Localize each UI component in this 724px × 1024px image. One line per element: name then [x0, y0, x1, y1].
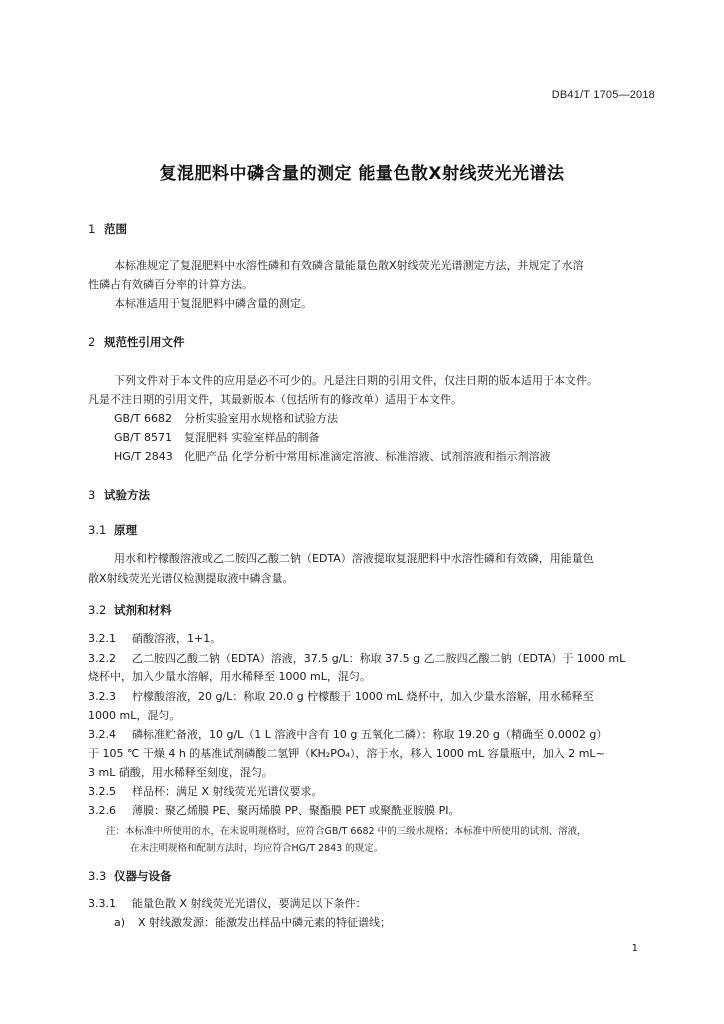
clause-number: 3.2.4 [88, 728, 116, 741]
subsection-number: 3.1 [88, 523, 107, 537]
subsection-3-2-heading [88, 602, 172, 618]
section-number: 2 [88, 335, 96, 349]
reference-code: GB/T 6682 [114, 412, 172, 425]
section-1-heading [88, 221, 127, 237]
clause-text: 磷标准贮备液，10 g/L（1 L 溶液中含有 10 g 五氧化二磷）：称取 19.20 g（精确至 0.0002 g） [132, 728, 608, 741]
clause-text: 薄膜：聚乙烯膜 PE、聚丙烯膜 PP、聚酯膜 PET 或聚酰亚胺膜 PI。 [132, 804, 460, 817]
paragraph-line: 用水和柠檬酸溶液或乙二胺四乙酸二钠（EDTA）溶液提取复混肥料中水溶性磷和有效磷，用能量色 [114, 552, 594, 565]
section-title: 范围 [104, 222, 127, 236]
reference-title: 复混肥料 实验室样品的制备 [184, 431, 320, 444]
reference-title: 分析实验室用水规格和试验方法 [184, 412, 338, 425]
reference-code: GB/T 8571 [114, 431, 172, 444]
clause-continuation: 1000 mL，混匀。 [88, 709, 181, 722]
paragraph-line: 本标准规定了复混肥料中水溶性磷和有效磷含量能量色散X射线荧光光谱测定方法，并规定了水溶 [114, 259, 584, 272]
clause-number: 3.2.2 [88, 652, 116, 665]
clause-3-2-2 [88, 650, 625, 666]
subsection-number: 3.3 [88, 869, 107, 883]
paragraph-line: 性磷占有效磷百分率的计算方法。 [88, 278, 253, 291]
clause-3-2-3 [88, 688, 594, 704]
clause-3-2-1 [88, 630, 221, 646]
section-title: 规范性引用文件 [104, 335, 185, 349]
clause-continuation: 烧杯中，加入少量水溶解，用水稀释至 1000 mL，混匀。 [88, 670, 371, 683]
clause-3-2-6 [88, 802, 460, 818]
section-number: 3 [88, 488, 96, 502]
clause-continuation: 3 mL 硝酸，用水稀释至刻度，混匀。 [88, 766, 273, 779]
document-title: 复混肥料中磷含量的测定 能量色散X射线荧光光谱法 [159, 164, 565, 184]
note [106, 823, 587, 837]
paragraph-line: 散X射线荧光光谱仪检测提取液中磷含量。 [88, 572, 294, 585]
list-item-text: X 射线激发源：能激发出样品中磷元素的特征谱线； [138, 916, 392, 929]
subsection-3-3-heading [88, 868, 172, 884]
clause-text: 乙二胺四乙酸二钠（EDTA）溶液，37.5 g/L：称取 37.5 g 乙二胺四乙酸二钠（EDTA）于 1000 mL [132, 652, 626, 665]
section-title: 试验方法 [104, 488, 150, 502]
reference-title: 化肥产品 化学分析中常用标准滴定溶液、标准溶液、试剂溶液和指示剂溶液 [184, 450, 551, 463]
subsection-title: 试剂和材料 [114, 603, 172, 617]
paragraph-line: 本标准适用于复混肥料中磷含量的测定。 [114, 297, 312, 310]
list-item-label: a) [114, 916, 126, 929]
paragraph-line: 下列文件对于本文件的应用是必不可少的。凡是注日期的引用文件，仅注日期的版本适用于本文件。 [114, 374, 598, 387]
subsection-title: 仪器与设备 [114, 869, 172, 883]
subsection-3-1-heading [88, 522, 137, 538]
note-continuation: 在未注明规格和配制方法时，均应符合HG/T 2843 的规定。 [130, 843, 384, 854]
page-number: 1 [631, 943, 638, 954]
clause-number: 3.2.1 [88, 632, 116, 645]
note-label: 注： [106, 826, 126, 837]
clause-number: 3.3.1 [88, 897, 116, 910]
reference-code: HG/T 2843 [114, 450, 173, 463]
note-text: 本标准中所使用的水，在未说明规格时，应符合GB/T 6682 中的三级水规格；本标准中所使用的试剂、溶液， [125, 826, 587, 837]
clause-continuation: 于 105 ℃ 干燥 4 h 的基准试剂磷酸二氢钾（KH₂PO₄），溶于水，移入 1000 mL 容量瓶中，加入 2 mL~ [88, 747, 605, 760]
section-2-heading [88, 334, 185, 350]
subsection-number: 3.2 [88, 603, 107, 617]
clause-3-2-4 [88, 726, 607, 742]
list-item [114, 914, 391, 930]
section-3-heading [88, 487, 150, 503]
clause-text: 柠檬酸溶液，20 g/L：称取 20.0 g 柠檬酸于 1000 mL 烧杯中，加入少量水溶解，用水稀释至 [132, 690, 594, 703]
paragraph-line: 凡是不注日期的引用文件，其最新版本（包括所有的修改单）适用于本文件。 [88, 393, 462, 406]
reference-item [114, 448, 551, 464]
clause-text: 样品杯：满足 X 射线荧光光谱仪要求。 [132, 785, 323, 798]
reference-item [114, 410, 338, 426]
clause-3-2-5 [88, 783, 323, 799]
subsection-title: 原理 [114, 523, 137, 537]
clause-number: 3.2.6 [88, 804, 116, 817]
section-number: 1 [88, 222, 96, 236]
clause-number: 3.2.3 [88, 690, 116, 703]
clause-text: 能量色散 X 射线荧光光谱仪，要满足以下条件： [132, 897, 367, 910]
reference-item [114, 429, 320, 445]
clause-text: 硝酸溶液，1+1。 [132, 632, 222, 645]
document-id: DB41/T 1705—2018 [551, 89, 655, 101]
clause-number: 3.2.5 [88, 785, 116, 798]
clause-3-3-1 [88, 895, 367, 911]
